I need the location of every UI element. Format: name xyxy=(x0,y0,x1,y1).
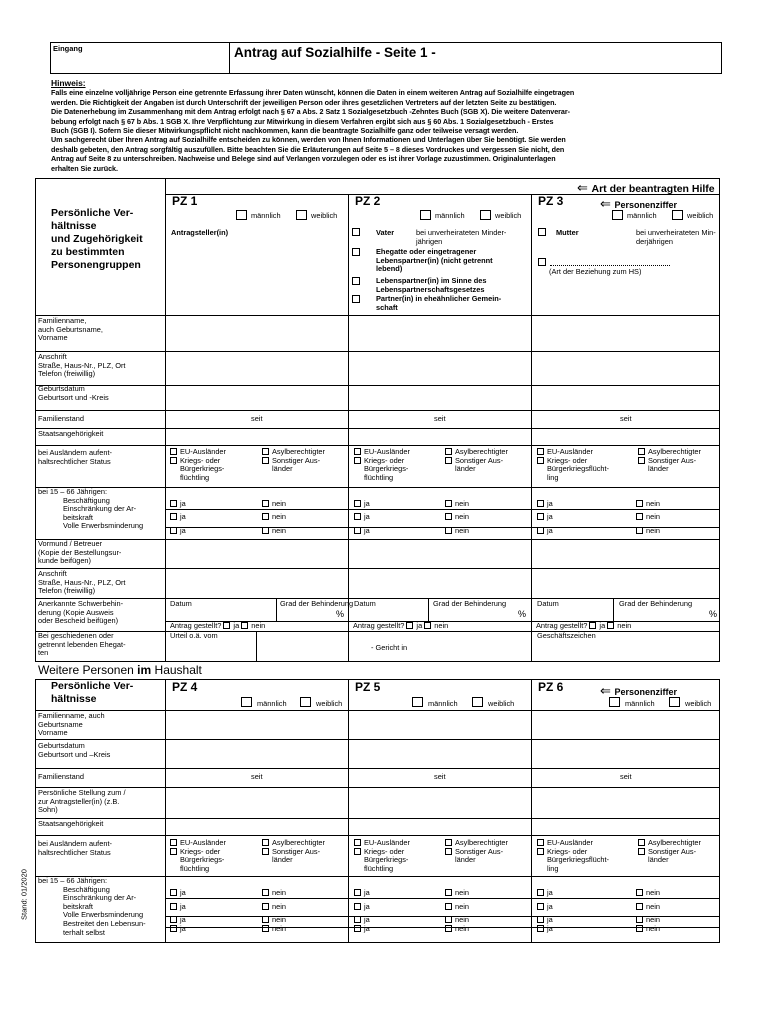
personenziffer-label-2: ⇐ Personenziffer xyxy=(600,683,678,698)
status-pz1: EU-Ausländer Kriegs- oder Bürgerkriegs- flüchtling xyxy=(170,448,226,482)
hinweis-line: Falls eine einzelne volljährige Person eine getrennte Erfassung ihrer Daten wünscht, können die Daten in einem weiteren Antrag auf Sozialhilfe eingetragen xyxy=(51,88,575,98)
row-label-schwerbehinderung: Anerkannte Schwerbehin- derung (Kopie Ausweis oder Bescheid beifügen) xyxy=(38,599,124,626)
row-label-alter: bei 15 – 66 Jährigen: Beschäftigung Einschränkung der Ar- beitskraft Volle Erwerbsminderung xyxy=(38,487,144,531)
nein-checkbox[interactable] xyxy=(445,903,452,910)
percent-label: % xyxy=(518,609,527,619)
maennlich-label: männlich xyxy=(627,211,657,220)
nein-checkbox[interactable] xyxy=(636,925,643,932)
ja-checkbox[interactable] xyxy=(170,916,177,923)
sonstiger-checkbox[interactable] xyxy=(638,457,645,464)
asyl-checkbox[interactable] xyxy=(445,448,452,455)
ja-nein-pz5-b: nein nein nein nein xyxy=(445,887,469,934)
art-hilfe-label: ⇐ Art der beantragten Hilfe xyxy=(577,180,715,195)
pz3-weiblich-checkbox[interactable] xyxy=(672,210,683,220)
kriegs-checkbox[interactable] xyxy=(537,457,544,464)
beziehung-label: (Art der Beziehung zum HS) xyxy=(549,267,642,276)
lebenspartner-checkbox[interactable] xyxy=(352,277,360,285)
status-pz5: EU-Ausländer Kriegs- oder Bürgerkriegs- flüchtling xyxy=(354,839,410,873)
status-pz1-b: Asylberechtigter Sonstiger Aus- länder xyxy=(262,448,325,474)
grad-label: Grad der Behinderung xyxy=(619,599,693,608)
pz4-weiblich-checkbox[interactable] xyxy=(300,697,311,707)
hinweis-title: Hinweis: xyxy=(51,78,86,88)
nein-checkbox[interactable] xyxy=(636,527,643,534)
asyl-checkbox[interactable] xyxy=(445,839,452,846)
pz2-weiblich-checkbox[interactable] xyxy=(480,210,491,220)
mutter-label: Mutter xyxy=(556,228,579,237)
hinweis-line: erhalten Sie zurück. xyxy=(51,163,118,173)
nein-checkbox[interactable] xyxy=(262,527,269,534)
datum-label: Datum xyxy=(170,599,192,608)
nein-checkbox[interactable] xyxy=(262,916,269,923)
personenziffer-label: ⇐ Personenziffer xyxy=(600,196,678,211)
row-label-auslaender: bei Ausländern aufent- haltsrechtlicher Status xyxy=(38,448,112,466)
ja-nein-pz2: ja ja ja xyxy=(354,498,370,536)
ja-nein-pz6-b: nein nein nein nein xyxy=(636,887,660,934)
kriegs-checkbox[interactable] xyxy=(354,457,361,464)
status-pz2-b: Asylberechtigter Sonstiger Aus- länder xyxy=(445,448,508,474)
seit-label: seit xyxy=(434,414,446,423)
eu-auslaender-checkbox[interactable] xyxy=(537,839,544,846)
sonstiger-checkbox[interactable] xyxy=(262,457,269,464)
ja-checkbox[interactable] xyxy=(537,925,544,932)
row-label-geburt: Geburtsdatum Geburtsort und -Kreis xyxy=(38,384,109,402)
sonstiger-checkbox[interactable] xyxy=(262,848,269,855)
seit-label: seit xyxy=(620,772,632,781)
row2-label-auslaender: bei Ausländern aufent- haltsrechtlicher Status xyxy=(38,839,112,857)
row2-label-familienname: Familienname, auch Geburtsname Vorname xyxy=(38,711,105,738)
arrow-left-icon: ⇐ xyxy=(600,683,615,698)
pz1-maennlich-checkbox[interactable] xyxy=(236,210,247,220)
nein-checkbox[interactable] xyxy=(424,622,431,629)
status-pz2: EU-Ausländer Kriegs- oder Bürgerkriegs- flüchtling xyxy=(354,448,410,482)
ja-nein-pz4-b: nein nein nein nein xyxy=(262,887,286,934)
pz2-label: PZ 2 xyxy=(355,194,381,208)
page-title: Antrag auf Sozialhilfe - Seite 1 - xyxy=(234,45,436,60)
asyl-checkbox[interactable] xyxy=(262,839,269,846)
eu-auslaender-checkbox[interactable] xyxy=(170,448,177,455)
sonstiger-checkbox[interactable] xyxy=(445,457,452,464)
hinweis-line: bebung erfolgt nach § 67 b Abs. 1 SGB X. Ihre Verpflichtung zur Mitwirkung in diesem Verfahren ergibt sich aus § 60 Abs. 1 Sozialgesetzbuch - Erstes xyxy=(51,116,554,126)
arrow-left-icon: ⇐ xyxy=(577,180,592,195)
nein-checkbox[interactable] xyxy=(262,500,269,507)
ehegatte-label: Ehegatte oder eingetragener Lebenspartner(in) (nicht getrennt lebend) xyxy=(376,247,493,274)
ja-nein-pz1: ja ja ja xyxy=(170,498,186,536)
ja-nein-pz4: ja ja ja ja xyxy=(170,887,186,934)
hinweis-line: Um sachgerecht über Ihren Antrag auf Sozialhilfe entscheiden zu können, werden von Ihnen Informationen und Unterlagen über Sie benötigt. Sie werden xyxy=(51,135,566,145)
ja-checkbox[interactable] xyxy=(354,916,361,923)
vater-label: Vater xyxy=(376,228,395,237)
row2-label-alter: bei 15 – 66 Jährigen: Beschäftigung Einschränkung der Ar- beitskraft Volle Erwerbsminderung Bestreitet den Lebensun- terhalt selbst xyxy=(38,876,146,937)
pz6-maennlich-checkbox[interactable] xyxy=(609,697,620,707)
row-label-familienname: Familienname, auch Geburtsname, Vorname xyxy=(38,316,103,343)
asyl-checkbox[interactable] xyxy=(262,448,269,455)
ja-checkbox[interactable] xyxy=(170,903,177,910)
pz6-weiblich-checkbox[interactable] xyxy=(669,697,680,707)
sonstiger-checkbox[interactable] xyxy=(638,848,645,855)
pz2-maennlich-checkbox[interactable] xyxy=(420,210,431,220)
nein-checkbox[interactable] xyxy=(445,916,452,923)
ja-checkbox[interactable] xyxy=(170,925,177,932)
weiblich-label: weiblich xyxy=(311,211,338,220)
pz4-label: PZ 4 xyxy=(172,680,198,694)
nein-checkbox[interactable] xyxy=(636,500,643,507)
antragsteller-label: Antragsteller(in) xyxy=(171,228,229,237)
nein-checkbox[interactable] xyxy=(445,889,452,896)
ja-checkbox[interactable] xyxy=(354,903,361,910)
pz3-maennlich-checkbox[interactable] xyxy=(612,210,623,220)
hinweis-line: Antrag auf Seite 8 zu unterschreiben. Nachweise und Belege sind auf Verlangen vorzulegen oder es ist ihrer Vorlage zuzustimmen. Originalunterlagen xyxy=(51,154,556,164)
arrow-left-icon: ⇐ xyxy=(600,196,615,211)
ehegatte-checkbox[interactable] xyxy=(352,248,360,256)
nein-checkbox[interactable] xyxy=(445,513,452,520)
datum-label: Datum xyxy=(354,599,376,608)
seit-label: seit xyxy=(434,772,446,781)
stand-label: Stand: 01/2020 xyxy=(19,869,29,920)
section2-heading: Persönliche Ver- hältnisse xyxy=(51,680,134,705)
asyl-checkbox[interactable] xyxy=(638,448,645,455)
eingang-label: Eingang xyxy=(53,44,83,53)
section2-title: Weitere Personen im Haushalt xyxy=(38,663,202,677)
nein-checkbox[interactable] xyxy=(636,889,643,896)
row2-label-geburt: Geburtsdatum Geburtsort und –Kreis xyxy=(38,741,111,759)
row-label-geschieden: Bei geschiedenen oder getrennt lebenden Ehegat- ten xyxy=(38,631,126,658)
nein-checkbox[interactable] xyxy=(607,622,614,629)
ja-checkbox[interactable] xyxy=(354,513,361,520)
ja-checkbox[interactable] xyxy=(170,527,177,534)
row-label-vormund: Vormund / Betreuer (Kopie der Bestellungsur- kunde beifügen) xyxy=(38,539,122,566)
nein-checkbox[interactable] xyxy=(636,513,643,520)
maennlich-label: männlich xyxy=(435,211,465,220)
mutter-checkbox[interactable] xyxy=(538,228,546,236)
maennlich-label: männlich xyxy=(257,699,287,708)
ja-checkbox[interactable] xyxy=(406,622,413,629)
seit-label: seit xyxy=(251,414,263,423)
nein-checkbox[interactable] xyxy=(262,513,269,520)
vater-checkbox[interactable] xyxy=(352,228,360,236)
nein-checkbox[interactable] xyxy=(636,903,643,910)
nein-checkbox[interactable] xyxy=(445,925,452,932)
other-relation-checkbox[interactable] xyxy=(538,258,546,266)
weiblich-label: weiblich xyxy=(495,211,522,220)
datum-label: Datum xyxy=(537,599,559,608)
status-pz3-b: Asylberechtigter Sonstiger Aus- länder xyxy=(638,448,701,474)
nein-checkbox[interactable] xyxy=(636,916,643,923)
ja-checkbox[interactable] xyxy=(170,889,177,896)
row-label-anschrift: Anschrift Straße, Haus-Nr., PLZ, Ort Telefon (freiwillig) xyxy=(38,352,126,379)
pz1-label: PZ 1 xyxy=(172,194,198,208)
urteil-label: Urteil o.ä. vom xyxy=(170,631,218,640)
weiblich-label: weiblich xyxy=(316,699,343,708)
nein-checkbox[interactable] xyxy=(262,925,269,932)
ja-nein-pz5: ja ja ja ja xyxy=(354,887,370,934)
pz1-weiblich-checkbox[interactable] xyxy=(296,210,307,220)
weiblich-label: weiblich xyxy=(687,211,714,220)
nein-checkbox[interactable] xyxy=(262,889,269,896)
status-pz4: EU-Ausländer Kriegs- oder Bürgerkriegs- flüchtling xyxy=(170,839,226,873)
pz5-maennlich-checkbox[interactable] xyxy=(412,697,423,707)
grad-label: Grad der Behinderung xyxy=(433,599,507,608)
kriegs-checkbox[interactable] xyxy=(170,848,177,855)
vater-text: bei unverheirateten Minder- jährigen xyxy=(416,228,507,246)
ja-checkbox[interactable] xyxy=(354,527,361,534)
percent-label: % xyxy=(709,609,718,619)
hinweis-line: Buch (SGB I). Sofern Sie dieser Mitwirkungspflicht nicht nachkommen, kann die beantragte Sozialhilfe ganz oder teilweise versagt werden. xyxy=(51,126,519,136)
grad-label: Grad der Behinderung xyxy=(280,599,354,608)
hinweis-block xyxy=(51,79,721,173)
pz5-label: PZ 5 xyxy=(355,680,381,694)
status-pz5-b: Asylberechtigter Sonstiger Aus- länder xyxy=(445,839,508,865)
percent-label: % xyxy=(336,609,345,619)
status-pz6-b: Asylberechtigter Sonstiger Aus- länder xyxy=(638,839,701,865)
ja-checkbox[interactable] xyxy=(537,513,544,520)
hinweis-line: werden. Die Richtigkeit der Angaben ist durch Unterschrift der jeweiligen Person oder ihres gesetzlichen Vertreters auf der letzten Seite zu bestätigen. xyxy=(51,97,557,107)
eu-auslaender-checkbox[interactable] xyxy=(170,839,177,846)
mutter-text: bei unverheirateten Min- derjährigen xyxy=(636,228,716,246)
row-label-staatsangehoerigkeit: Staatsangehörigkeit xyxy=(38,429,104,438)
maennlich-label: männlich xyxy=(625,699,655,708)
seit-label: seit xyxy=(251,772,263,781)
pz4-maennlich-checkbox[interactable] xyxy=(241,697,252,707)
ja-checkbox[interactable] xyxy=(537,500,544,507)
nein-checkbox[interactable] xyxy=(241,622,248,629)
ja-checkbox[interactable] xyxy=(537,903,544,910)
ja-checkbox[interactable] xyxy=(170,513,177,520)
asyl-checkbox[interactable] xyxy=(638,839,645,846)
row-label-familienstand: Familienstand xyxy=(38,414,85,423)
antrag-gestellt-pz1: Antrag gestellt? ja nein xyxy=(170,621,266,630)
row-label-anschrift2: Anschrift Straße, Haus-Nr., PLZ, Ort Telefon (freiwillig) xyxy=(38,569,126,596)
pz5-weiblich-checkbox[interactable] xyxy=(472,697,483,707)
lebenspartner-label: Lebenspartner(in) im Sinne des Lebenspartnerschaftsgesetzes xyxy=(376,276,487,294)
ja-checkbox[interactable] xyxy=(170,500,177,507)
ja-checkbox[interactable] xyxy=(537,916,544,923)
hinweis-line: deshalb gebeten, den Antrag sorgfältig auszufüllen. Bitte beachten Sie die Erläuterungen auf Seite 5 – 8 dieses Vordruckes und vergessen Sie nicht, den xyxy=(51,144,565,154)
ja-nein-pz3: ja ja ja xyxy=(537,498,553,536)
nein-checkbox[interactable] xyxy=(445,500,452,507)
weiblich-label: weiblich xyxy=(685,699,712,708)
pz6-label: PZ 6 xyxy=(538,680,564,694)
status-pz6: EU-Ausländer Kriegs- oder Bürgerkriegsflücht- ling xyxy=(537,839,609,873)
maennlich-label: männlich xyxy=(251,211,281,220)
kriegs-checkbox[interactable] xyxy=(170,457,177,464)
ja-nein-pz1-b: nein nein nein xyxy=(262,498,286,536)
ja-checkbox[interactable] xyxy=(223,622,230,629)
maennlich-label: männlich xyxy=(428,699,458,708)
ja-checkbox[interactable] xyxy=(589,622,596,629)
ja-nein-pz2-b: nein nein nein xyxy=(445,498,469,536)
eu-auslaender-checkbox[interactable] xyxy=(354,448,361,455)
row2-label-familienstand: Familienstand xyxy=(38,772,85,781)
gericht-label: - Gericht in xyxy=(371,643,408,652)
kriegs-checkbox[interactable] xyxy=(354,848,361,855)
eu-auslaender-checkbox[interactable] xyxy=(354,839,361,846)
geschaeftszeichen-label: Geschäftszeichen xyxy=(537,631,596,640)
partner-label: Partner(in) in eheähnlicher Gemein- schaft xyxy=(376,294,502,312)
antrag-gestellt-pz2: Antrag gestellt? ja nein xyxy=(353,621,449,630)
status-pz3: EU-Ausländer Kriegs- oder Bürgerkriegsflücht- ling xyxy=(537,448,609,482)
section1-heading: Persönliche Ver- hältnisse und Zugehörigkeit zu bestimmten Personengruppen xyxy=(51,207,143,271)
antrag-gestellt-pz3: Antrag gestellt? ja nein xyxy=(536,621,632,630)
row2-label-staatsangehoerigkeit: Staatsangehörigkeit xyxy=(38,819,104,828)
ja-nein-pz3-b: nein nein nein xyxy=(636,498,660,536)
eu-auslaender-checkbox[interactable] xyxy=(537,448,544,455)
hinweis-line: Die Datenerhebung im Zusammenhang mit dem Antrag erfolgt nach § 67 a Abs. 2 Satz 1 Sozialgesetzbuch -Zehntes Buch (SGB X). Die weitere Datenverar- xyxy=(51,107,570,117)
ja-checkbox[interactable] xyxy=(354,889,361,896)
nein-checkbox[interactable] xyxy=(445,527,452,534)
nein-checkbox[interactable] xyxy=(262,903,269,910)
row2-label-stellung: Persönliche Stellung zum / zur Antragsteller(in) (z.B. Sohn) xyxy=(38,788,126,815)
seit-label: seit xyxy=(620,414,632,423)
kriegs-checkbox[interactable] xyxy=(537,848,544,855)
ja-checkbox[interactable] xyxy=(537,527,544,534)
ja-nein-pz6: ja ja ja ja xyxy=(537,887,553,934)
pz3-label: PZ 3 xyxy=(538,194,564,208)
sonstiger-checkbox[interactable] xyxy=(445,848,452,855)
ja-checkbox[interactable] xyxy=(354,925,361,932)
ja-checkbox[interactable] xyxy=(537,889,544,896)
weiblich-label: weiblich xyxy=(488,699,515,708)
status-pz4-b: Asylberechtigter Sonstiger Aus- länder xyxy=(262,839,325,865)
ja-checkbox[interactable] xyxy=(354,500,361,507)
partner-checkbox[interactable] xyxy=(352,295,360,303)
